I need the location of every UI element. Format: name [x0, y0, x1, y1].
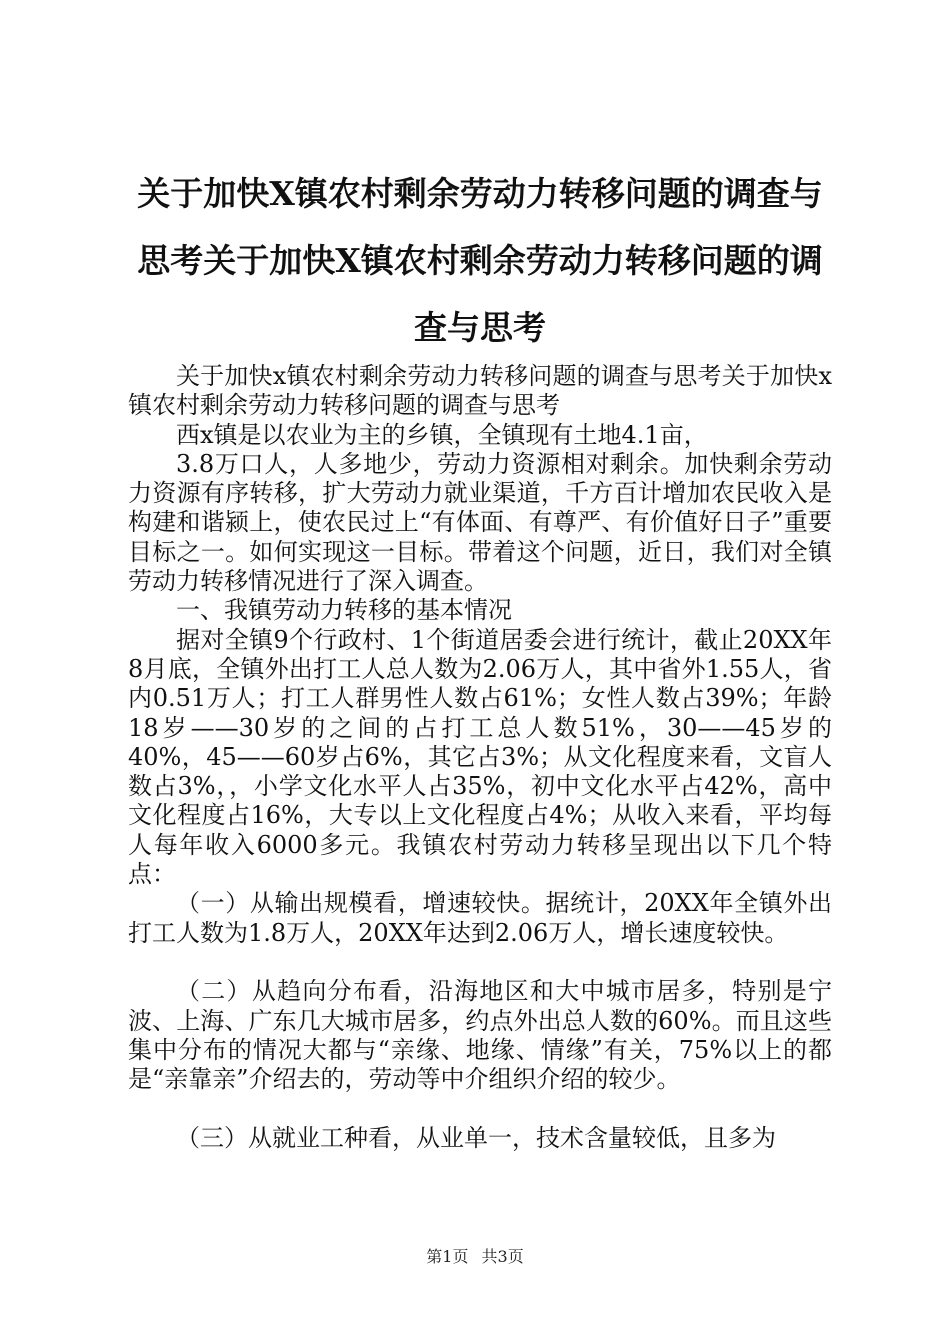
page-total: 共3页	[481, 1247, 524, 1266]
paragraph-intro: 关于加快x镇农村剩余劳动力转移问题的调查与思考关于加快x镇农村剩余劳动力转移问题的调查与思考	[128, 362, 832, 420]
page-number: 第1页	[426, 1247, 469, 1266]
document-title: 关于加快X镇农村剩余劳动力转移问题的调查与思考关于加快X镇农村剩余劳动力转移问题的调查与思考	[137, 174, 823, 347]
paragraph-land: 西x镇是以农业为主的乡镇，全镇现有土地4.1亩，	[176, 420, 708, 449]
section-heading-basic-situation: 一、我镇劳动力转移的基本情况	[176, 596, 512, 625]
paragraph-population: 3.8万口人，人多地少，劳动力资源相对剩余。加快剩余劳动力资源有序转移，扩大劳动力就业渠道，千方百计增加农民收入是构建和谐颍上，使农民过上“有体面、有尊严、有价值好日子”重要目标之一。如何实现这一目标。带着这个问题，近日，我们对全镇劳动力转移情况进行了深入调查。	[128, 449, 832, 596]
paragraph-feature-2: （二）从趋向分布看，沿海地区和大中城市居多，特别是宁波、上海、广东几大城市居多，约点外出总人数的60%。而且这些集中分布的情况大都与“亲缘、地缘、情缘”有关，75%以上的都是“亲靠亲”介绍去的，劳动等中介组织介绍的较少。	[128, 977, 832, 1094]
paragraph-feature-1: （一）从输出规模看，增速较快。据统计，20XX年全镇外出打工人数为1.8万人，20XX年达到2.06万人，增长速度较快。	[128, 889, 832, 947]
page-footer	[0, 1244, 950, 1267]
paragraph-statistics: 据对全镇9个行政村、1个街道居委会进行统计，截止20XX年8月底，全镇外出打工人总人数为2.06万人，其中省外1.55人，省内0.51万人；打工人群男性人数占61%；女性人数占39%；年龄18岁——30岁的之间的占打工总人数51%，30——45岁的40%，45——60岁占6%，其它占3%；从文化程度来看，文盲人数占3%，，小学文化水平人占35%，初中文化水平占42%，高中文化程度占16%，大专以上文化程度占4%；从收入来看，平均每人每年收入6000多元。我镇农村劳动力转移呈现出以下几个特点：	[128, 625, 832, 889]
paragraph-feature-3: （三）从就业工种看，从业单一，技术含量较低，且多为	[176, 1123, 776, 1152]
document-body	[128, 362, 832, 1153]
